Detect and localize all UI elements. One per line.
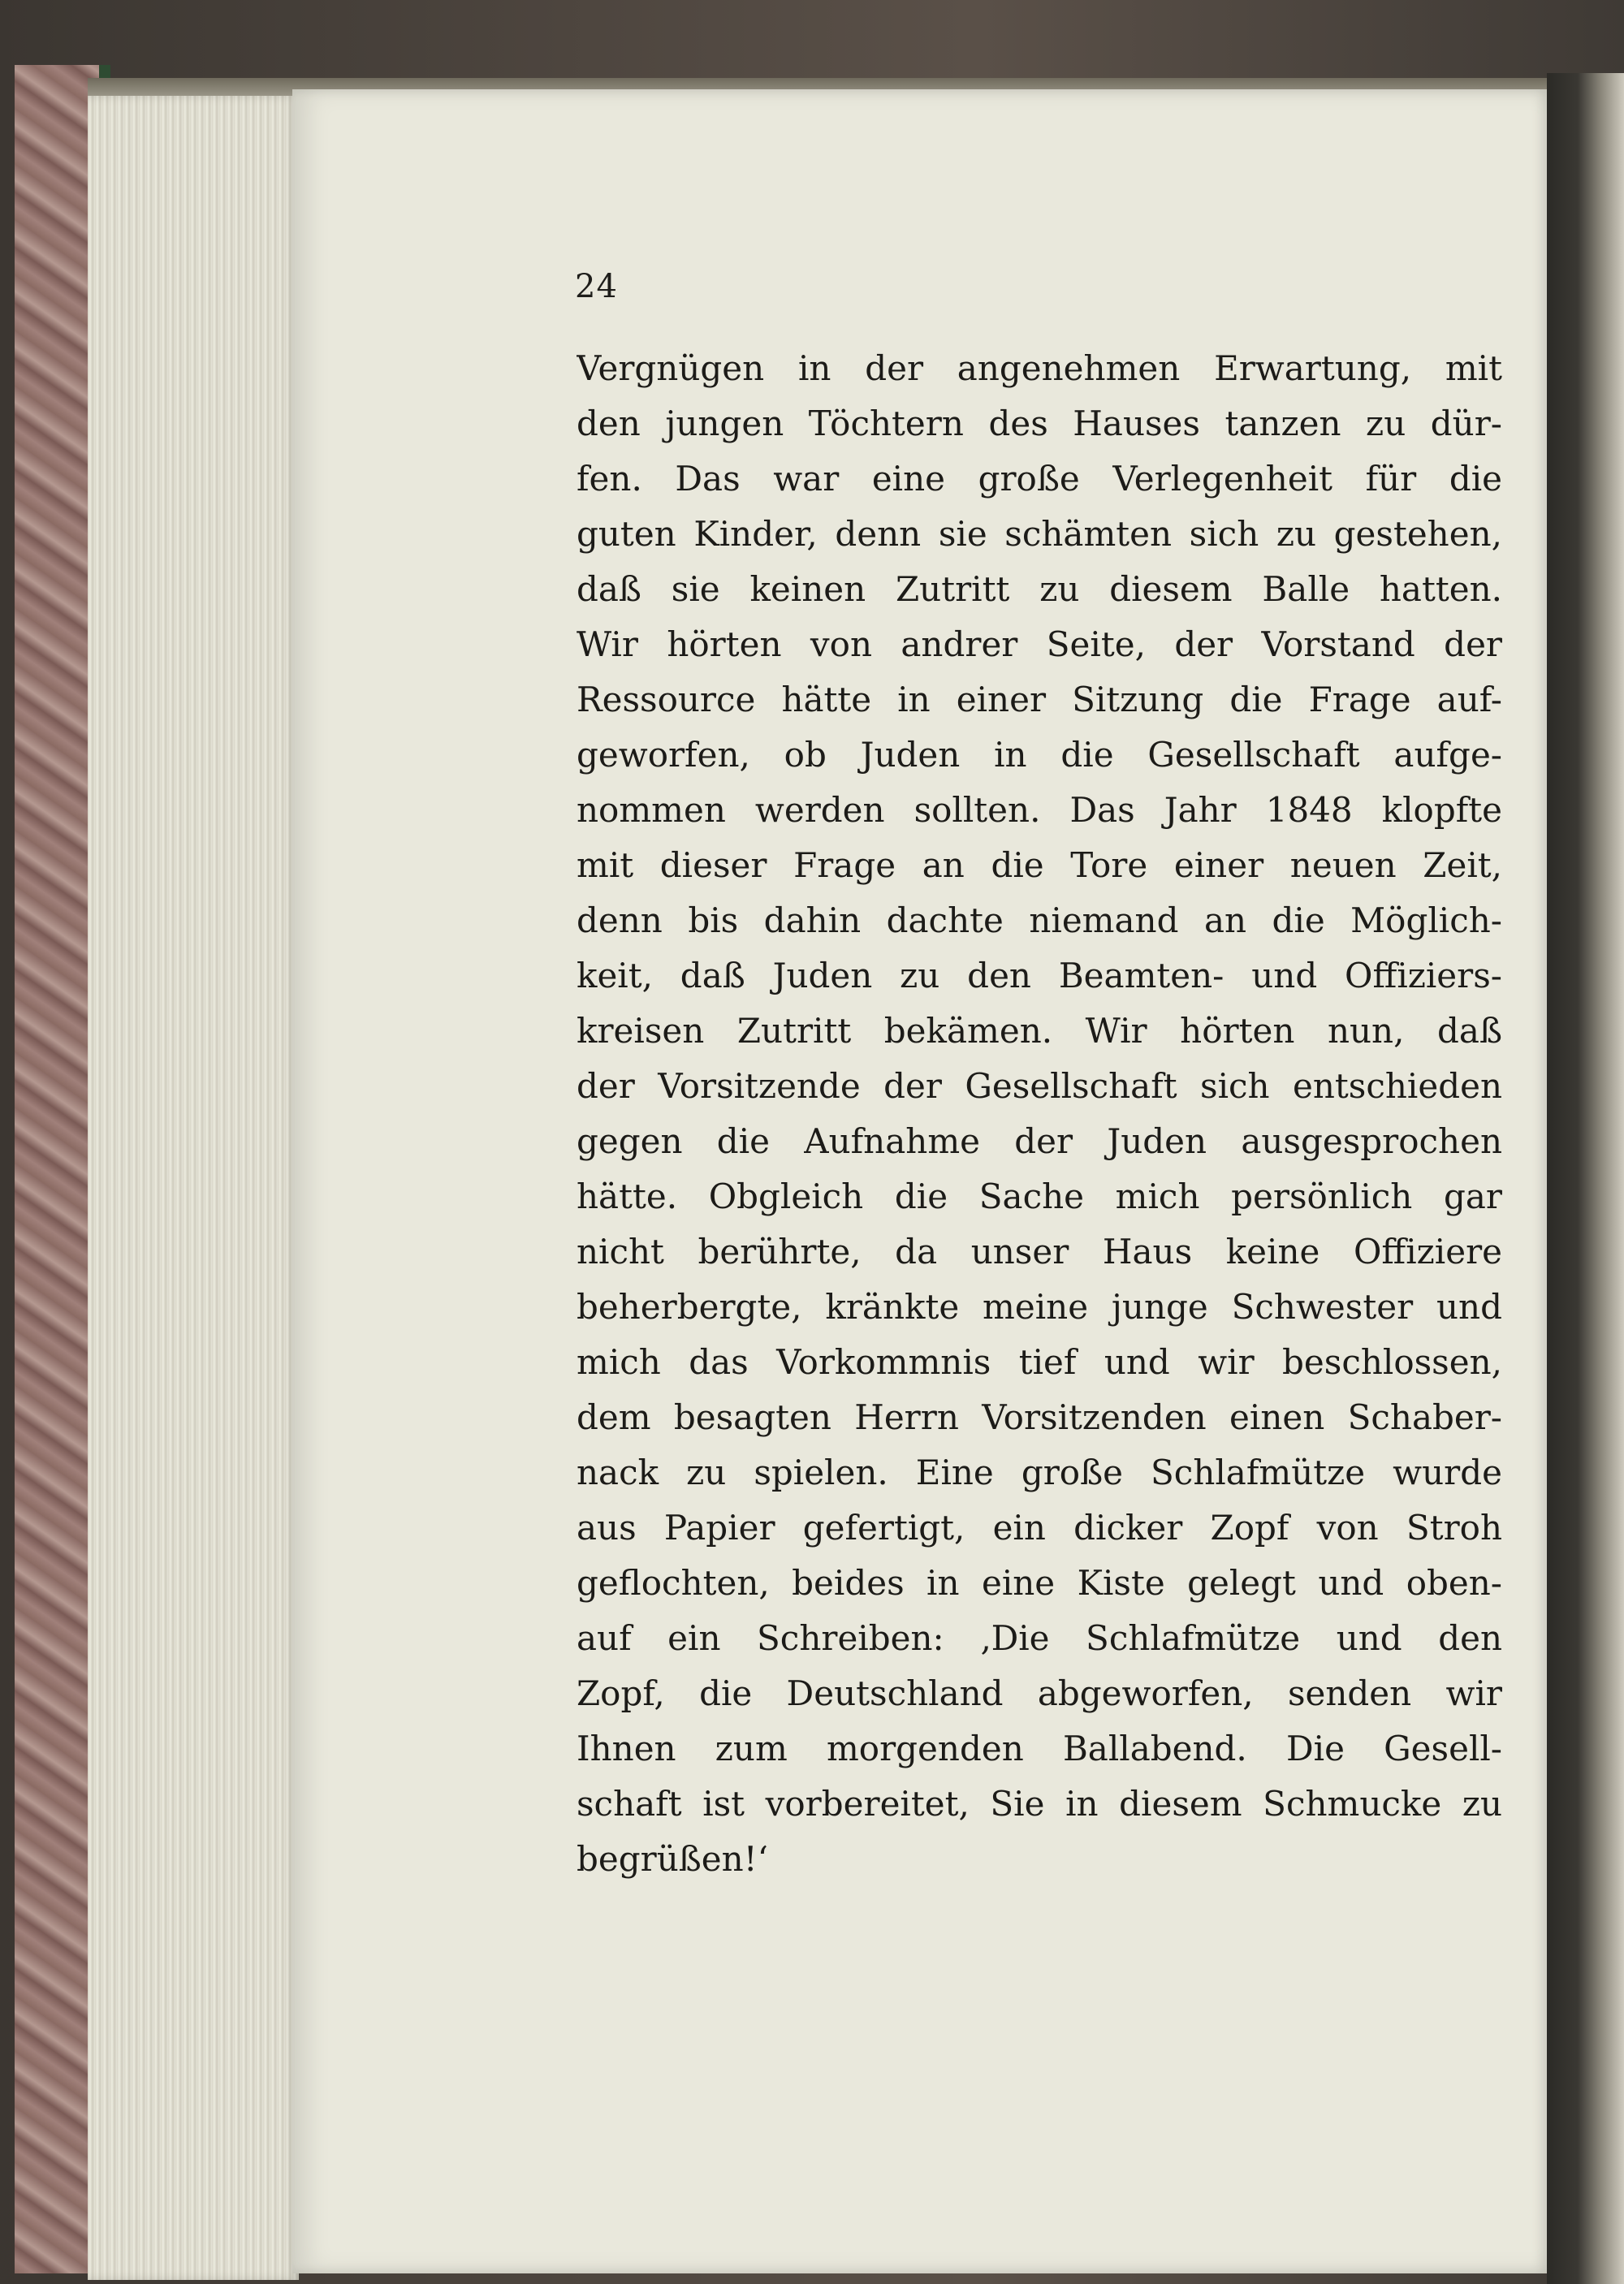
text-line: schaft ist vorbereitet, Sie in diesem Schmucke zu: [577, 1784, 1502, 1824]
text-line: kreisen Zutritt bekämen. Wir hörten nun, daß: [577, 1011, 1502, 1051]
text-line: mit dieser Frage an die Tore einer neuen Zeit,: [577, 845, 1502, 885]
text-line: Zopf, die Deutschland abgeworfen, senden wir: [577, 1673, 1502, 1713]
text-line: begrüßen!‘: [577, 1839, 768, 1879]
page-stack-edge: [88, 96, 299, 2280]
text-line: Wir hörten von andrer Seite, der Vorstand der: [577, 624, 1502, 664]
text-line: geworfen, ob Juden in die Gesellschaft aufge-: [577, 735, 1502, 775]
text-line: nicht berührte, da unser Haus keine Offiziere: [577, 1232, 1502, 1272]
text-line: denn bis dahin dachte niemand an die Möglich-: [577, 900, 1502, 940]
text-line: dem besagten Herrn Vorsitzenden einen Schaber-: [577, 1397, 1502, 1437]
text-line: nack zu spielen. Eine große Schlafmütze wurde: [577, 1453, 1502, 1492]
facing-page-edge: [1547, 73, 1624, 2284]
text-line: fen. Das war eine große Verlegenheit für die: [577, 459, 1502, 499]
text-line: auf ein Schreiben: ‚Die Schlafmütze und den: [577, 1618, 1502, 1658]
text-line: der Vorsitzende der Gesellschaft sich entschieden: [577, 1066, 1502, 1106]
page-number: 24: [575, 268, 618, 305]
text-line: geflochten, beides in eine Kiste gelegt und oben-: [577, 1563, 1502, 1603]
text-line: beherbergte, kränkte meine junge Schwester und: [577, 1287, 1502, 1327]
text-line: mich das Vorkommnis tief und wir beschlossen,: [577, 1342, 1502, 1382]
text-line: den jungen Töchtern des Hauses tanzen zu dür-: [577, 404, 1502, 443]
text-line: guten Kinder, denn sie schämten sich zu gestehen,: [577, 514, 1502, 554]
text-line: nommen werden sollten. Das Jahr 1848 klopfte: [577, 790, 1502, 830]
text-line: Ihnen zum morgenden Ballabend. Die Gesell-: [577, 1729, 1502, 1768]
text-line: Ressource hätte in einer Sitzung die Frage auf-: [577, 680, 1502, 719]
body-text: [577, 341, 1502, 1887]
text-line: hätte. Obgleich die Sache mich persönlich gar: [577, 1177, 1502, 1216]
text-line: Vergnügen in der angenehmen Erwartung, mit: [577, 348, 1502, 388]
text-line: gegen die Aufnahme der Juden ausgesprochen: [577, 1121, 1502, 1161]
text-line: aus Papier gefertigt, ein dicker Zopf von Stroh: [577, 1508, 1502, 1548]
text-line: daß sie keinen Zutritt zu diesem Balle hatten.: [577, 569, 1502, 609]
text-line: keit, daß Juden zu den Beamten- und Offiziers-: [577, 956, 1502, 995]
